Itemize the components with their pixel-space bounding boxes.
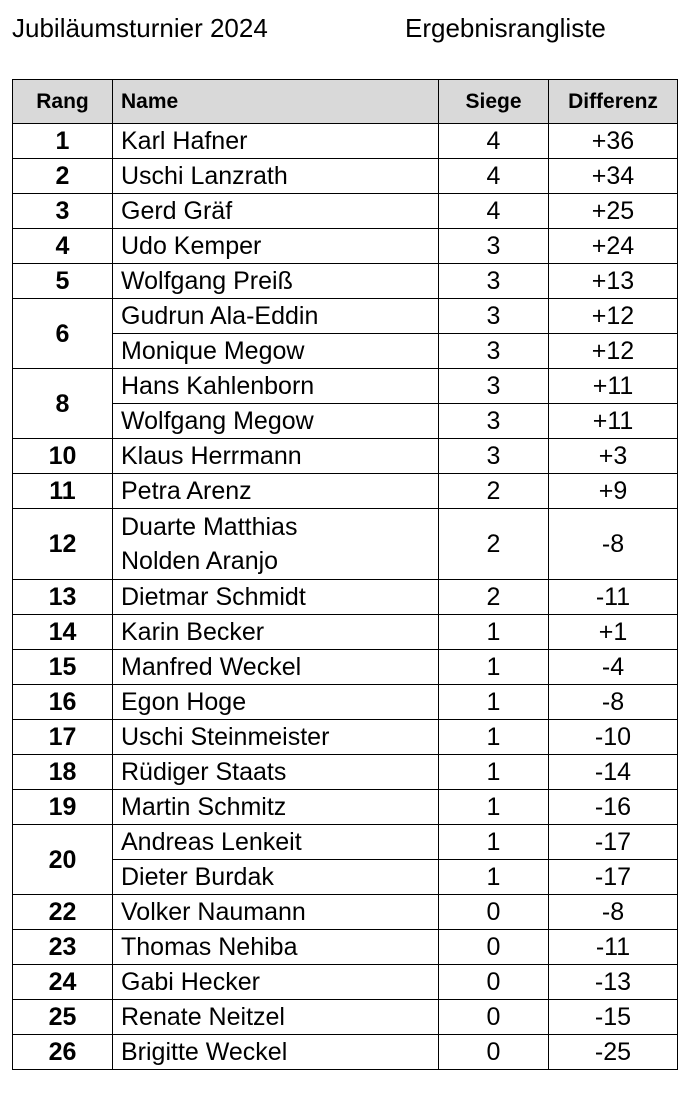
document-header: [12, 10, 678, 46]
name-cell: Karin Becker: [113, 615, 439, 650]
rank-cell: 18: [13, 755, 113, 790]
rank-cell: 24: [13, 965, 113, 1000]
table-row: [13, 685, 678, 720]
wins-cell: 3: [439, 334, 549, 369]
table-row: [13, 965, 678, 1000]
name-cell: Martin Schmitz: [113, 790, 439, 825]
column-header-siege: Siege: [439, 80, 549, 124]
diff-cell: -10: [549, 720, 678, 755]
diff-cell: +3: [549, 439, 678, 474]
table-row: [13, 755, 678, 790]
table-row: [13, 264, 678, 299]
table-row: [13, 124, 678, 159]
wins-cell: 3: [439, 229, 549, 264]
name-cell: [113, 509, 439, 580]
rank-cell: 23: [13, 930, 113, 965]
table-row: [13, 439, 678, 474]
diff-cell: -8: [549, 685, 678, 720]
wins-cell: 1: [439, 860, 549, 895]
name-cell: Hans Kahlenborn: [113, 369, 439, 404]
diff-cell: +11: [549, 369, 678, 404]
rank-cell: 13: [13, 580, 113, 615]
wins-cell: 2: [439, 509, 549, 580]
name-cell: Dietmar Schmidt: [113, 580, 439, 615]
rank-cell: 25: [13, 1000, 113, 1035]
wins-cell: 3: [439, 369, 549, 404]
diff-cell: -14: [549, 755, 678, 790]
table-row: [13, 1035, 678, 1070]
wins-cell: 1: [439, 720, 549, 755]
rank-cell: 12: [13, 509, 113, 580]
rank-cell: 4: [13, 229, 113, 264]
wins-cell: 0: [439, 1000, 549, 1035]
rank-cell: 17: [13, 720, 113, 755]
table-row: [13, 650, 678, 685]
diff-cell: -16: [549, 790, 678, 825]
rank-cell: 26: [13, 1035, 113, 1070]
name-line: Nolden Aranjo: [121, 547, 279, 575]
wins-cell: 0: [439, 965, 549, 1000]
diff-cell: -8: [549, 509, 678, 580]
wins-cell: 1: [439, 685, 549, 720]
column-header-rang: Rang: [13, 80, 113, 124]
name-cell: Gerd Gräf: [113, 194, 439, 229]
name-cell: Brigitte Weckel: [113, 1035, 439, 1070]
name-cell: Uschi Lanzrath: [113, 159, 439, 194]
name-cell: Wolfgang Preiß: [113, 264, 439, 299]
column-header-name: Name: [113, 80, 439, 124]
wins-cell: 4: [439, 194, 549, 229]
rank-cell: 19: [13, 790, 113, 825]
name-cell: Gabi Hecker: [113, 965, 439, 1000]
wins-cell: 1: [439, 755, 549, 790]
rank-cell: 14: [13, 615, 113, 650]
rank-cell: 15: [13, 650, 113, 685]
diff-cell: +11: [549, 404, 678, 439]
table-row: [13, 825, 678, 860]
diff-cell: +12: [549, 299, 678, 334]
rank-cell: 20: [13, 825, 113, 895]
diff-cell: -17: [549, 860, 678, 895]
table-row: [13, 1000, 678, 1035]
diff-cell: +1: [549, 615, 678, 650]
diff-cell: -4: [549, 650, 678, 685]
diff-cell: -8: [549, 895, 678, 930]
wins-cell: 0: [439, 895, 549, 930]
name-cell: Renate Neitzel: [113, 1000, 439, 1035]
name-cell: Gudrun Ala-Eddin: [113, 299, 439, 334]
wins-cell: 1: [439, 825, 549, 860]
rank-cell: 22: [13, 895, 113, 930]
results-table: [12, 79, 678, 1070]
wins-cell: 2: [439, 474, 549, 509]
diff-cell: -15: [549, 1000, 678, 1035]
name-cell: Egon Hoge: [113, 685, 439, 720]
diff-cell: +13: [549, 264, 678, 299]
name-cell: Volker Naumann: [113, 895, 439, 930]
wins-cell: 3: [439, 299, 549, 334]
name-cell: Thomas Nehiba: [113, 930, 439, 965]
wins-cell: 1: [439, 650, 549, 685]
wins-cell: 3: [439, 439, 549, 474]
table-row: [13, 474, 678, 509]
wins-cell: 4: [439, 159, 549, 194]
diff-cell: +12: [549, 334, 678, 369]
table-row: [13, 580, 678, 615]
document-subtitle: Ergebnisrangliste: [405, 13, 606, 43]
table-row: [13, 334, 678, 369]
rank-cell: 6: [13, 299, 113, 369]
table-row: [13, 895, 678, 930]
name-cell: Manfred Weckel: [113, 650, 439, 685]
rank-cell: 1: [13, 124, 113, 159]
name-cell: Wolfgang Megow: [113, 404, 439, 439]
name-cell: Rüdiger Staats: [113, 755, 439, 790]
name-cell: Dieter Burdak: [113, 860, 439, 895]
rank-cell: 10: [13, 439, 113, 474]
rank-cell: 3: [13, 194, 113, 229]
rank-cell: 11: [13, 474, 113, 509]
wins-cell: 0: [439, 930, 549, 965]
wins-cell: 3: [439, 404, 549, 439]
table-row: [13, 860, 678, 895]
diff-cell: -25: [549, 1035, 678, 1070]
table-row: [13, 509, 678, 580]
table-row: [13, 369, 678, 404]
wins-cell: 2: [439, 580, 549, 615]
table-row: [13, 229, 678, 264]
name-cell: Udo Kemper: [113, 229, 439, 264]
table-row: [13, 159, 678, 194]
wins-cell: 3: [439, 264, 549, 299]
name-cell: Andreas Lenkeit: [113, 825, 439, 860]
name-cell: Karl Hafner: [113, 124, 439, 159]
table-row: [13, 720, 678, 755]
table-header-row: [13, 80, 678, 124]
table-row: [13, 790, 678, 825]
diff-cell: +24: [549, 229, 678, 264]
wins-cell: 1: [439, 790, 549, 825]
column-header-differenz: Differenz: [549, 80, 678, 124]
diff-cell: -11: [549, 580, 678, 615]
table-row: [13, 299, 678, 334]
name-cell: Monique Megow: [113, 334, 439, 369]
diff-cell: -17: [549, 825, 678, 860]
tournament-title: Jubiläumsturnier 2024: [12, 13, 268, 43]
rank-cell: 16: [13, 685, 113, 720]
table-row: [13, 615, 678, 650]
name-cell: Petra Arenz: [113, 474, 439, 509]
diff-cell: +9: [549, 474, 678, 509]
rank-cell: 2: [13, 159, 113, 194]
diff-cell: +34: [549, 159, 678, 194]
table-row: [13, 404, 678, 439]
name-line: Duarte Matthias: [121, 513, 298, 541]
wins-cell: 4: [439, 124, 549, 159]
table-row: [13, 194, 678, 229]
wins-cell: 0: [439, 1035, 549, 1070]
rank-cell: 5: [13, 264, 113, 299]
name-cell: Klaus Herrmann: [113, 439, 439, 474]
diff-cell: +36: [549, 124, 678, 159]
diff-cell: -11: [549, 930, 678, 965]
rank-cell: 8: [13, 369, 113, 439]
diff-cell: -13: [549, 965, 678, 1000]
diff-cell: +25: [549, 194, 678, 229]
name-cell: Uschi Steinmeister: [113, 720, 439, 755]
table-row: [13, 930, 678, 965]
wins-cell: 1: [439, 615, 549, 650]
